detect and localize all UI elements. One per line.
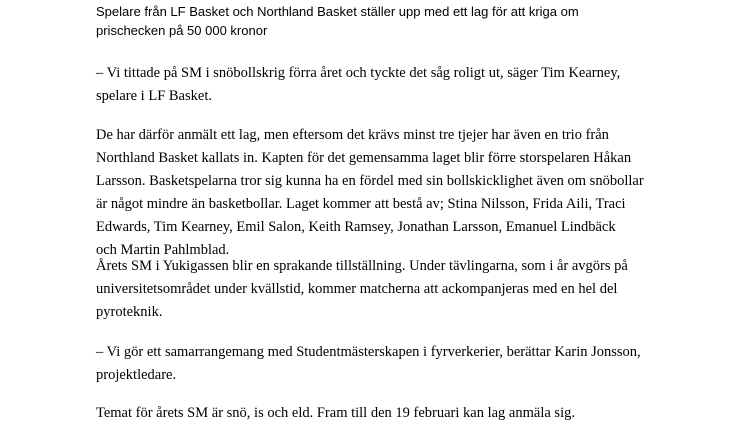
event-paragraph: Årets SM i Yukigassen blir en sprakande tillställning. Under tävlingarna, som i år avgörs på universitetsområdet under kvällstid, kommer matcherna att ackompanjeras med en hel del pyroteknik. (96, 258, 628, 320)
quote-paragraph-kearney: – Vi tittade på SM i snöbollskrig förra året och tyckte det såg roligt ut, säger Tim Kearney, spelare i LF Basket. (96, 65, 621, 104)
document-page (96, 0, 656, 421)
team-paragraph: De har därför anmält ett lag, men eftersom det krävs minst tre tjejer har även en trio från Northland Basket kallats in. Kapten för det gemensamma laget blir förre storspelaren Håkan Larsson. Basketspelarna tror sig kunna ha en fördel med sin bollskicklighet även om snöbollar är något mindre än basketbollar. Laget kommer att bestå av; Stina Nilsson, Frida Aili, Traci Edwards, Tim Kearney, Emil Salon, Keith Ramsey, Jonathan Larsson, Emanuel Lindbäck och Martin Pahlmblad. (96, 127, 644, 258)
lead-paragraph: Spelare från LF Basket och Northland Basket ställer upp med ett lag för att kriga om prischecken på 50 000 kronor (96, 4, 579, 38)
theme-paragraph: Temat för årets SM är snö, is och eld. Fram till den 19 februari kan lag anmäla sig. (96, 405, 575, 421)
quote-paragraph-jonsson: – Vi gör ett samarrangemang med Studentmästerskapen i fyrverkerier, berättar Karin Jonsson, projektledare. (96, 344, 641, 383)
